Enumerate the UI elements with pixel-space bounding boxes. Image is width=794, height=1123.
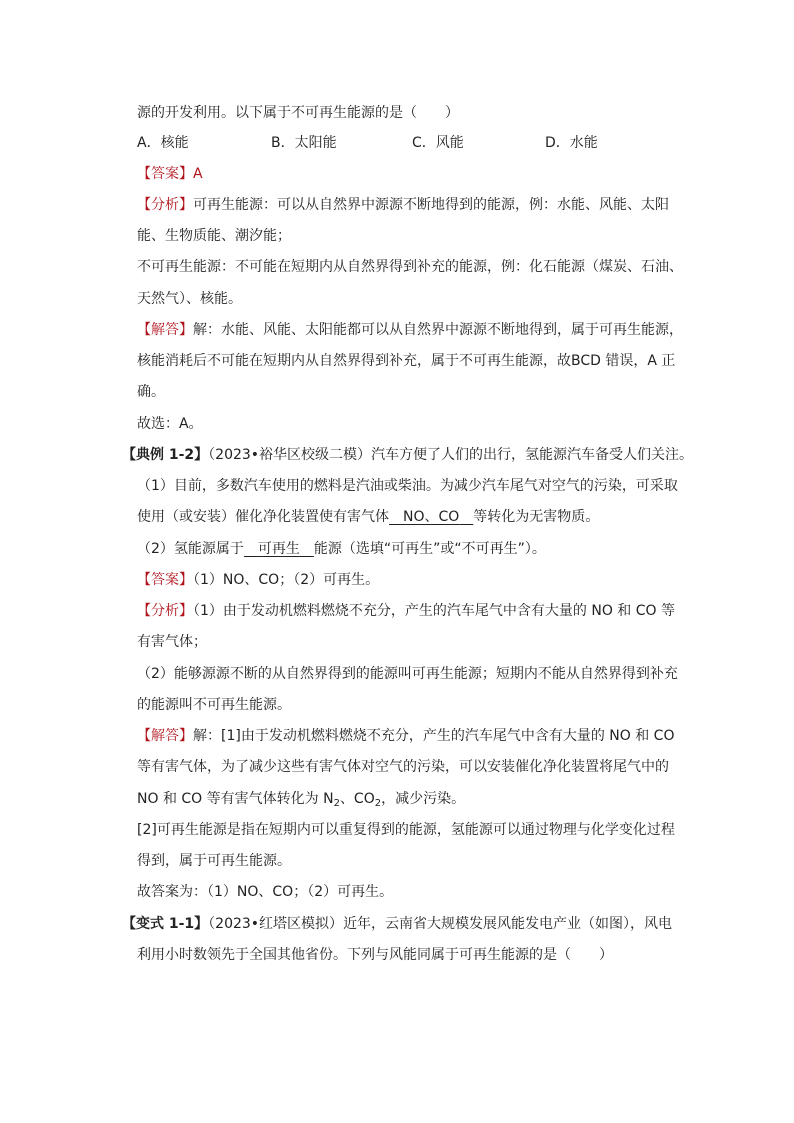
- variant-1-1-header: [122, 914, 672, 934]
- solve-2-line-5: 得到，属于可再生能源。: [137, 853, 291, 869]
- solve-line-3: 确。: [137, 384, 165, 400]
- answer-tag: 【答案】: [137, 166, 193, 182]
- analysis-line-4: 天然气）、核能。: [137, 291, 242, 307]
- subscript-co2: 2: [374, 798, 382, 809]
- example-1-2-header: [122, 445, 693, 465]
- analysis-line-3: 不可再生能源：不可能在短期内从自然界得到补充的能源，例：化石能源（煤炭、石油、: [137, 259, 683, 275]
- option-b: B．太阳能: [271, 135, 337, 151]
- fill-blank-2-value: 可再生: [257, 541, 300, 557]
- analysis-text: 可再生能源：可以从自然界中源源不断地得到的能源，例：水能、风能、太阳: [193, 197, 669, 213]
- variant-stem-line-2: 利用小时数领先于全国其他省份。下列与风能同属于可再生能源的是（ ）: [137, 947, 613, 963]
- part-1-text-a: 使用（或安装）催化净化装置使有害气体: [137, 509, 389, 525]
- option-d: D．水能: [545, 135, 598, 151]
- variant-source: （2023•红塔区模拟）: [208, 916, 344, 932]
- analysis-tag: 【分析】: [137, 197, 193, 213]
- part-2-line: [137, 539, 546, 559]
- answer-value: A: [193, 166, 203, 182]
- analysis-2-text: （1）由于发动机燃料燃烧不充分，产生的汽车尾气中含有大量的 NO 和 CO 等: [193, 603, 675, 619]
- answer-line: [137, 164, 203, 184]
- solve-text: 解：水能、风能、太阳能都可以从自然界中源源不断地得到，属于可再生能源，: [193, 322, 683, 338]
- part-1-line-1: （1）目前，多数汽车使用的燃料是汽油或柴油。为减少汽车尾气对空气的污染，可采取: [137, 478, 678, 494]
- solve-line-2: 核能消耗后不可能在短期内从自然界得到补充，属于不可再生能源，故BCD 错误，A 正: [137, 353, 676, 369]
- analysis-tag-2: 【分析】: [137, 603, 193, 619]
- analysis-2-line-3: （2）能够源源不断的从自然界得到的能源叫可再生能源；短期内不能从自然界得到补充: [137, 666, 678, 682]
- answer-tag-2: 【答案】: [137, 572, 193, 588]
- solve-2-line-1: [137, 726, 674, 746]
- fill-blank-2: [244, 541, 314, 557]
- solve-2-text-b: 、CO: [339, 791, 375, 807]
- variant-stem-l1: 近年，云南省大规模发展风能发电产业（如图），风电: [343, 916, 673, 932]
- solve-tag-2: 【解答】: [137, 728, 193, 744]
- analysis-line-1: [137, 195, 669, 215]
- fill-blank-1: [389, 509, 473, 525]
- solve-2-text-a: NO 和 CO 等有害气体转化为 N: [137, 791, 334, 807]
- example-source: （2023•裕华区校级二模）: [208, 447, 372, 463]
- solve-tag: 【解答】: [137, 322, 193, 338]
- part-1-line-2: [137, 507, 599, 527]
- solve-2-line-3: [137, 789, 465, 814]
- option-a: A．核能: [137, 135, 189, 151]
- option-c: C．风能: [412, 135, 464, 151]
- solve-2-line-2: 等有害气体，为了减少这些有害气体对空气的污染，可以安装催化净化装置将尾气中的: [137, 759, 669, 775]
- variant-tag: 【变式 1-1】: [122, 916, 209, 932]
- analysis-2-line-1: [137, 601, 675, 621]
- conclusion-line-2: 故答案为：（1）NO、CO；（2）可再生。: [137, 884, 394, 900]
- analysis-2-line-2: 有害气体；: [137, 634, 207, 650]
- part-2-text-a: （2）氢能源属于: [137, 541, 244, 557]
- part-2-text-b: 能源（选填“可再生”或“不可再生”）。: [313, 541, 546, 557]
- example-stem: 汽车方便了人们的出行，氢能源汽车备受人们关注。: [371, 447, 694, 463]
- subscript-n2: 2: [333, 798, 340, 809]
- fill-blank-1-value: NO、CO: [403, 509, 460, 525]
- example-tag: 【典例 1-2】: [122, 447, 209, 463]
- solve-2-line-4: [2]可再生能源是指在短期内可以重复得到的能源，氢能源可以通过物理与化学变化过程: [137, 822, 675, 838]
- solve-2-text: 解：[1]由于发动机燃料燃烧不充分，产生的汽车尾气中含有大量的 NO 和 CO: [193, 728, 675, 744]
- solve-2-text-c: ，减少污染。: [381, 791, 466, 807]
- conclusion-line: 故选：A。: [137, 416, 203, 432]
- answer-value-2: （1）NO、CO；（2）可再生。: [193, 572, 380, 588]
- answer-line-2: [137, 570, 379, 590]
- part-1-text-b: 等转化为无害物质。: [473, 509, 600, 525]
- question-stem-tail: 源的开发利用。以下属于不可再生能源的是（ ）: [137, 105, 459, 121]
- analysis-2-line-4: 的能源叫不可再生能源。: [137, 697, 291, 713]
- analysis-line-2: 能、生物质能、潮汐能；: [137, 228, 291, 244]
- solve-line-1: [137, 320, 683, 340]
